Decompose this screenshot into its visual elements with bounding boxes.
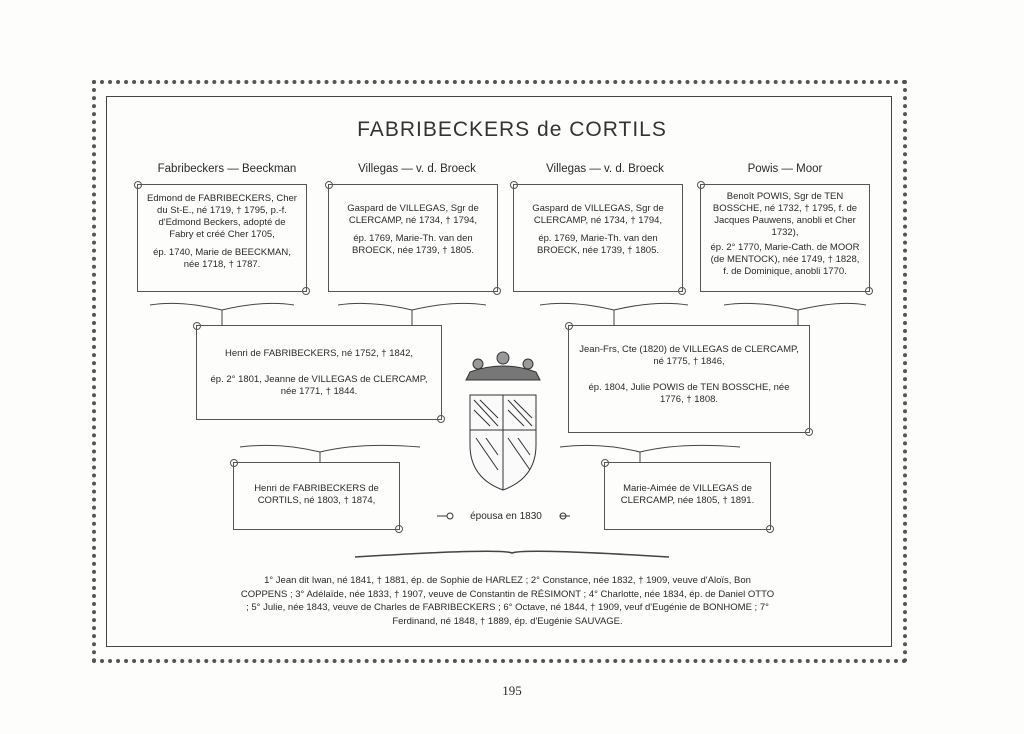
- child-text: Marie-Aimée de VILLEGAS de CLERCAMP, née 1805, † 1891.: [620, 483, 755, 506]
- ancestor-text: Edmond de FABRIBECKERS, Cher du St-E., né 1719, † 1795, p.-f. d'Edmond Beckers, adopté de Fabry et créé Cher 1705,: [147, 193, 297, 240]
- column-heading-3: Villegas — v. d. Broeck: [546, 163, 664, 175]
- page-title: FABRIBECKERS de CORTILS: [357, 118, 667, 141]
- ancestor-marriage: ép. 1740, Marie de BEECKMAN, née 1718, † 1787.: [153, 247, 291, 270]
- child-box-henri: [233, 462, 400, 530]
- column-heading-2: Villegas — v. d. Broeck: [358, 163, 476, 175]
- child-box-marie-aimee: [604, 462, 771, 530]
- children-list: 1° Jean dit Iwan, né 1841, † 1881, ép. de Sophie de HARLEZ ; 2° Constance, née 1832, † 1909, veuve d'Aloïs, Bon COPPENS ; 3° Adélaïde, née 1833, † 1907, veuve de Constantin de RÉSIMONT ; 4° Charlotte, née 1834, ép. de Daniel OTTO ; 5° Julie, née 1843, veuve de Charles de FABRIBECKERS ; 6° Octave, né 1844, † 1909, veuf d'Eugénie de BONHOME ; 7° Ferdinand, né 1848, † 1889, ép. d'Eugénie SAUVAGE.: [240, 575, 775, 627]
- parent-marriage: ép. 1804, Julie POWIS de TEN BOSSCHE, née 1776, † 1808.: [588, 382, 790, 405]
- parent-text: Jean-Frs, Cte (1820) de VILLEGAS de CLERCAMP, né 1775, † 1846,: [579, 344, 799, 367]
- ancestor-marriage: ép. 1769, Marie-Th. van den BROECK, née 1739, † 1805.: [352, 233, 474, 256]
- page-number: 195: [502, 683, 522, 698]
- ancestor-marriage: ép. 1769, Marie-Th. van den BROECK, née 1739, † 1805.: [537, 233, 659, 256]
- column-heading-1: Fabribeckers — Beeckman: [157, 163, 297, 175]
- column-heading-4: Powis — Moor: [747, 163, 823, 175]
- parent-marriage: ép. 2° 1801, Jeanne de VILLEGAS de CLERCAMP, née 1771, † 1844.: [210, 374, 428, 397]
- child-text: Henri de FABRIBECKERS de CORTILS, né 1803, † 1874,: [254, 483, 379, 506]
- marriage-note: épousa en 1830: [470, 511, 542, 522]
- ancestor-text: Gaspard de VILLEGAS, Sgr de CLERCAMP, né 1734, † 1794,: [347, 203, 479, 226]
- ancestor-text: Benoît POWIS, Sgr de TEN BOSSCHE, né 1732, † 1795, f. de Jacques Pauwens, anobli et Cher 1732),: [712, 191, 858, 238]
- ancestor-marriage: ép. 2° 1770, Marie-Cath. de MOOR (de MENTOCK), née 1749, † 1828, f. de Dominique, anobli 1770.: [710, 242, 860, 277]
- parent-text: Henri de FABRIBECKERS, né 1752, † 1842,: [225, 348, 413, 359]
- coat-of-arms-icon: [466, 352, 540, 490]
- ancestor-text: Gaspard de VILLEGAS, Sgr de CLERCAMP, né 1734, † 1794,: [532, 203, 664, 226]
